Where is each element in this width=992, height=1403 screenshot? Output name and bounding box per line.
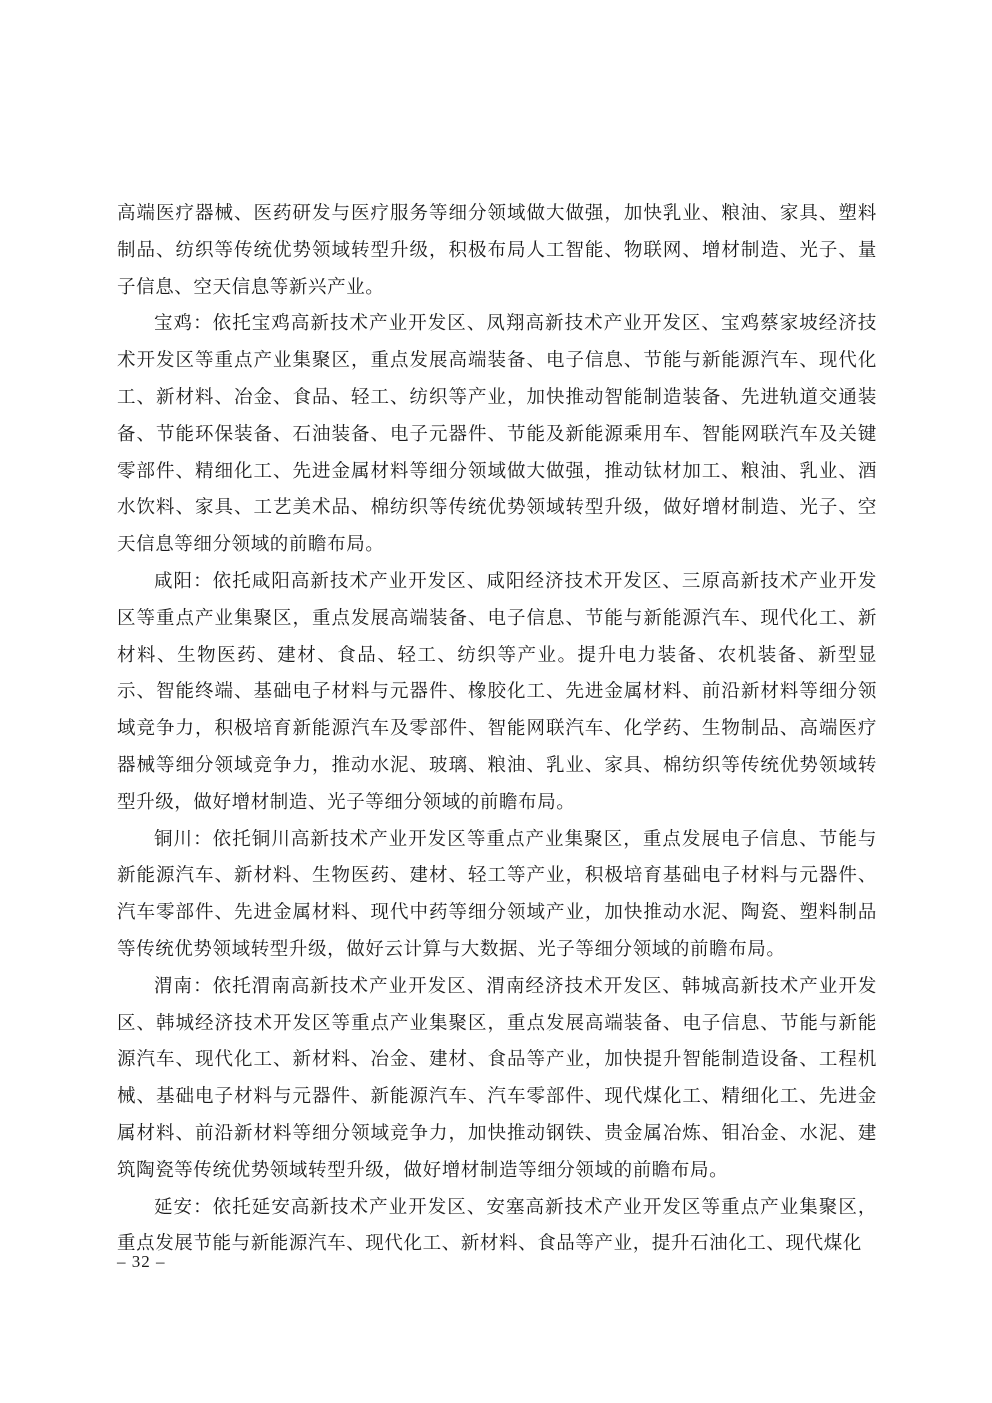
city-heading: 咸阳：	[154, 570, 213, 592]
paragraph-text: 依托铜川高新技术产业开发区等重点产业集聚区，重点发展电子信息、节能与新能源汽车、新材料、生物医药、建材、轻工等产业，积极培育基础电子材料与元器件、汽车零部件、先进金属材料、现代中药等细分领域产业，加快推动水泥、陶瓷、塑料制品等传统优势领域转型升级，做好云计算与大数据、光子等细分领域的前瞻布局。	[117, 828, 877, 960]
paragraph-text: 依托咸阳高新技术产业开发区、咸阳经济技术开发区、三原高新技术产业开发区等重点产业集聚区，重点发展高端装备、电子信息、节能与新能源汽车、现代化工、新材料、生物医药、建材、食品、轻工、纺织等产业。提升电力装备、农机装备、新型显示、智能终端、基础电子材料与元器件、橡胶化工、先进金属材料、前沿新材料等细分领域竞争力，积极培育新能源汽车及零部件、智能网联汽车、化学药、生物制品、高端医疗器械等细分领域竞争力，推动水泥、玻璃、粮油、乳业、家具、棉纺织等传统优势领域转型升级，做好增材制造、光子等细分领域的前瞻布局。	[117, 570, 877, 813]
page-number: – 32 –	[117, 1252, 166, 1271]
paragraph-yanan	[117, 1190, 877, 1264]
paragraph-tongchuan	[117, 822, 877, 969]
document-body	[117, 196, 877, 1263]
city-heading: 宝鸡：	[154, 313, 213, 335]
paragraph-baoji	[117, 306, 877, 564]
paragraph-text: 依托渭南高新技术产业开发区、渭南经济技术开发区、韩城高新技术产业开发区、韩城经济技术开发区等重点产业集聚区，重点发展高端装备、电子信息、节能与新能源汽车、现代化工、新材料、冶金、建材、食品等产业，加快提升智能制造设备、工程机械、基础电子材料与元器件、新能源汽车、汽车零部件、现代煤化工、精细化工、先进金属材料、前沿新材料等细分领域竞争力，加快推动钢铁、贵金属冶炼、钼冶金、水泥、建筑陶瓷等传统优势领域转型升级，做好增材制造等细分领域的前瞻布局。	[117, 975, 877, 1181]
city-heading: 延安：	[154, 1196, 213, 1218]
paragraph-text: 依托延安高新技术产业开发区、安塞高新技术产业开发区等重点产业集聚区，重点发展节能与新能源汽车、现代化工、新材料、食品等产业，提升石油化工、现代煤化	[117, 1196, 877, 1255]
paragraph-xianyang	[117, 564, 877, 822]
paragraph-text: 依托宝鸡高新技术产业开发区、凤翔高新技术产业开发区、宝鸡蔡家坡经济技术开发区等重点产业集聚区，重点发展高端装备、电子信息、节能与新能源汽车、现代化工、新材料、冶金、食品、轻工、纺织等产业，加快推动智能制造装备、先进轨道交通装备、节能环保装备、石油装备、电子元器件、节能及新能源乘用车、智能网联汽车及关键零部件、精细化工、先进金属材料等细分领域做大做强，推动钛材加工、粮油、乳业、酒水饮料、家具、工艺美术品、棉纺织等传统优势领域转型升级，做好增材制造、光子、空天信息等细分领域的前瞻布局。	[117, 313, 877, 556]
paragraph-continued	[117, 196, 877, 306]
city-heading: 铜川：	[154, 828, 213, 850]
city-heading: 渭南：	[154, 975, 213, 997]
paragraph-weinan	[117, 969, 877, 1190]
paragraph-text: 高端医疗器械、医药研发与医疗服务等细分领域做大做强，加快乳业、粮油、家具、塑料制品、纺织等传统优势领域转型升级，积极布局人工智能、物联网、增材制造、光子、量子信息、空天信息等新兴产业。	[117, 203, 877, 298]
